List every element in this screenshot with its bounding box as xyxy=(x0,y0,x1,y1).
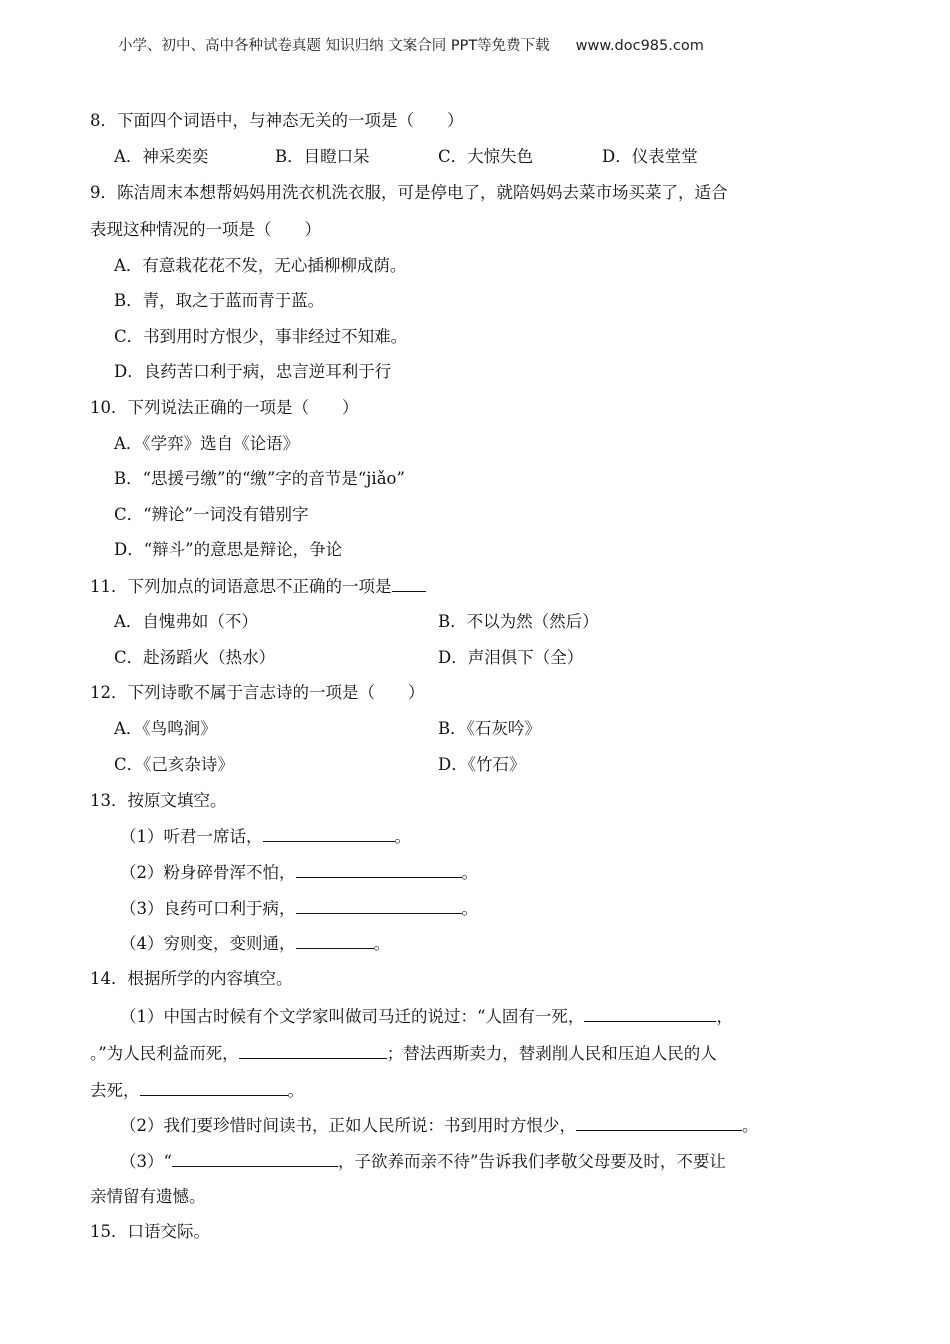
question-8-option-b: B．目瞪口呆 xyxy=(275,147,370,166)
answer-blank[interactable] xyxy=(392,575,426,592)
question-13-item-4 xyxy=(120,932,390,955)
item-text: （4）穷则变，变则通， xyxy=(120,934,296,953)
question-12-stem: 12．下列诗歌不属于言志诗的一项是（ ） xyxy=(90,683,425,702)
item-end: 。 xyxy=(461,899,478,918)
question-10-option-c: C．“辨论”一词没有错别字 xyxy=(114,505,309,524)
answer-blank[interactable] xyxy=(239,1042,387,1059)
item-end: 。 xyxy=(461,863,478,882)
question-8-option-d: D．仪表堂堂 xyxy=(602,147,698,166)
question-14-part3-line1 xyxy=(120,1150,726,1173)
item-end: 。 xyxy=(394,827,411,846)
header-text: 小学、初中、高中各种试卷真题 知识归纳 文案合同 PPT等免费下载 xyxy=(118,38,550,54)
question-10-option-b: B．“思援弓缴”的“缴”字的音节是“jiǎo” xyxy=(114,469,405,488)
question-11-option-d: D．声泪俱下（全） xyxy=(438,648,584,667)
question-14-part1-line1 xyxy=(120,1005,733,1028)
answer-blank[interactable] xyxy=(296,861,462,878)
item-text: （2）粉身碎骨浑不怕， xyxy=(120,863,296,882)
answer-blank[interactable] xyxy=(296,897,462,914)
question-11-stem xyxy=(90,575,426,598)
question-9-stem-line1: 9．陈洁周末本想帮妈妈用洗衣机洗衣服，可是停电了，就陪妈妈去菜市场买菜了，适合 xyxy=(90,183,728,202)
question-14-stem: 14．根据所学的内容填空。 xyxy=(90,969,293,988)
question-8-stem: 8．下面四个词语中，与神态无关的一项是（ ） xyxy=(90,111,464,130)
question-12-option-b: B．《石灰吟》 xyxy=(438,719,541,738)
question-11-option-c: C．赴汤蹈火（热水） xyxy=(114,648,276,667)
question-14-part1-line2 xyxy=(90,1042,717,1065)
question-13-item-2 xyxy=(120,861,478,884)
question-14-part3-line2: 亲情留有遗憾。 xyxy=(90,1187,206,1206)
text: （3）“ xyxy=(120,1152,172,1171)
question-8-option-a: A．神采奕奕 xyxy=(114,147,209,166)
question-9-stem-line2: 表现这种情况的一项是（ ） xyxy=(90,220,321,239)
question-9-option-d: D．良药苦口利于病，忠言逆耳利于行 xyxy=(114,362,392,381)
text: 。”为人民利益而死， xyxy=(90,1044,239,1063)
text: 。 xyxy=(287,1081,304,1100)
text: 去死， xyxy=(90,1081,140,1100)
question-8-option-c: C．大惊失色 xyxy=(438,147,534,166)
answer-blank[interactable] xyxy=(172,1150,338,1167)
question-15-stem: 15．口语交际。 xyxy=(90,1222,210,1241)
question-11-option-a: A．自愧弗如（不） xyxy=(114,612,258,631)
item-end: 。 xyxy=(373,934,390,953)
text: （1）中国古时候有个文学家叫做司马迁的说过：“人固有一死， xyxy=(120,1007,585,1026)
question-12-option-c: C．《己亥杂诗》 xyxy=(114,755,234,774)
question-14-part2 xyxy=(120,1114,759,1137)
question-11-option-b: B．不以为然（然后） xyxy=(438,612,599,631)
text: （2）我们要珍惜时间读书，正如人民所说：书到用时方恨少， xyxy=(120,1116,576,1135)
question-13-item-3 xyxy=(120,897,478,920)
item-text: （1）听君一席话， xyxy=(120,827,263,846)
header-url[interactable]: www.doc985.com xyxy=(575,38,704,54)
question-10-option-a: A．《学弈》选自《论语》 xyxy=(114,434,300,453)
page-header xyxy=(118,34,704,55)
question-14-part1-line3 xyxy=(90,1079,304,1102)
answer-blank[interactable] xyxy=(584,1005,716,1022)
item-text: （3）良药可口利于病， xyxy=(120,899,296,918)
answer-blank[interactable] xyxy=(140,1079,288,1096)
question-9-option-a: A．有意栽花花不发，无心插柳柳成荫。 xyxy=(114,256,407,275)
question-12-option-d: D．《竹石》 xyxy=(438,755,526,774)
question-13-stem: 13．按原文填空。 xyxy=(90,791,227,810)
question-9-option-b: B．青，取之于蓝而青于蓝。 xyxy=(114,291,325,310)
text: ，子欲养而亲不待”告诉我们孝敬父母要及时，不要让 xyxy=(337,1152,726,1171)
answer-blank[interactable] xyxy=(296,932,374,949)
question-13-item-1 xyxy=(120,825,411,848)
text: ， xyxy=(716,1007,733,1026)
question-9-option-c: C．书到用时方恨少，事非经过不知难。 xyxy=(114,327,408,346)
question-10-stem: 10．下列说法正确的一项是（ ） xyxy=(90,398,359,417)
text: 。 xyxy=(742,1116,759,1135)
question-12-option-a: A．《鸟鸣涧》 xyxy=(114,719,217,738)
text: ；替法西斯卖力，替剥削人民和压迫人民的人 xyxy=(386,1044,717,1063)
question-10-option-d: D．“辩斗”的意思是辩论，争论 xyxy=(114,540,343,559)
question-11-stem-text: 11．下列加点的词语意思不正确的一项是 xyxy=(90,577,392,596)
answer-blank[interactable] xyxy=(576,1114,742,1131)
answer-blank[interactable] xyxy=(263,825,395,842)
